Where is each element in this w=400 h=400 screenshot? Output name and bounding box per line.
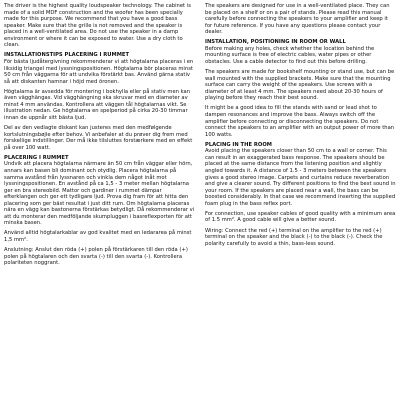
right-text-column: [205, 3, 396, 397]
body-paragraph: Wiring: Connect the red (+) terminal on the amplifier to the red (+) terminal on the speaker and the black (-) to the black (-). Check the polarity carefully to avoid a thin, bass-less sound.: [205, 227, 383, 247]
body-paragraph: The speakers are made for bookshelf mounting or stand use, but can be wall mounted with the supplied brackets. Make sure that the mounting surface can carry the weight of the speakers. Use screws with a diameter of at least 4 mm. The speakers need about 20-30 hours of playing before they reach their best sound.: [205, 69, 395, 102]
body-paragraph: It might be a good idea to fill the stands with sand or lead shot to dampen resonances and improve the bass. Always switch off the amplifier before connecting or disconnecting the speakers. Do not connect the speakers to an amplifier with an output power of more than 100 watts.: [205, 105, 395, 138]
left-text-column: [4, 3, 195, 397]
section-heading: INSTALLATION, POSITIONING IN ROOM OR WALL: [205, 39, 346, 46]
body-paragraph: Högtalarna är avsedda för montering i bokhylla eller på stativ men kan även vägghängas. Vid vägghängning ska skruvar med en diameter av minst 4 mm användas. Kontrollera att väggen tål högtalarnas vikt. Se illustration nedan. Ge högtalarna en spelperiod på cirka 20-30 timmar innan de uppnår sitt bästa ljud.: [4, 88, 191, 121]
body-paragraph: För bästa ljudåtergivning rekommenderar vi att högtalarna placeras i en liksidig triangel med lyssningspositionen. Högtalarna bör placeras minst 50 cm från väggarna för att undvika förstärkt bas. Använd gärna stativ så att diskanten hamnar i höjd med öronen.: [4, 58, 194, 85]
body-paragraph: The driver is the highest quality loudspeaker technology. The cabinet is made of a solid MDF construction and the woofer has been specially made for this purpose. We recommend that you have a good bass speaker. Make sure that the grille is not removed and the speaker is placed in a well-ventilated area. Do not use the speaker in a damp environment or where it can be exposed to water. Use a dry cloth to clean.: [4, 3, 191, 49]
body-paragraph: Del av den vedlagte diskant kan justeres med den medfølgende kortslutningsbøjle efter behov. Vi anbefaler at du prøver dig frem med forskellige indstillinger. Der må ikke tilsluttes forstærkere med en effekt på over 100 watt.: [4, 125, 193, 151]
section-heading: PLACING IN THE ROOM: [205, 141, 272, 148]
section-heading: INSTALLATIONSTIPS PLACERING I RUMMET: [4, 52, 130, 59]
body-paragraph: For connection, use speaker cables of good quality with a minimum area of 1.5 mm². A good cable will give a better sound.: [205, 210, 396, 224]
body-paragraph: Anslutning: Anslut den röda (+) polen på förstärkaren till den röda (+) polen på högtalaren och den svarta (-) till den svarta (-). Kontrollera polariteten noggrant.: [4, 247, 188, 267]
section-heading: PLACERING I RUMMET: [4, 154, 69, 161]
body-paragraph: Använd alltid högtalarkablar av god kvalitet med en ledararea på minst 1,5 mm².: [4, 230, 192, 244]
body-paragraph: Before making any holes, check whether the location behind the mounting surface is free of electric cables, water pipes or other obstacles. Use a cable detector to find out this before drilling.: [205, 45, 375, 65]
body-paragraph: Avoid placing the speakers closer than 50 cm to a wall or corner. This can result in an exaggerated bass response. The speakers should be placed at the same distance from the listening position and slightly angled towards it. A distance of 1.5 - 3 meters between the speakers gives a good stereo image. Carpets and curtains reduce reverberation and give a clearer sound. Try different positions to find the best sound in your room. If the speakers are placed near a wall, the bass can be boosted considerably. In that case we recommend inserting the supplied foam plug in the bass reflex port.: [205, 148, 396, 207]
body-paragraph: Undvik att placera högtalarna närmare än 50 cm från väggar eller hörn, annars kan basen bli dominant och otydlig. Placera högtalarna på samma avstånd från lyssnaren och vinkla dem något inåt mot lyssningspositionen. En avstånd på ca 1,5 - 3 meter mellan högtalarna ger en bra stereobild. Mattor och gardiner i rummet dämpar efterklangen och ger ett tydligare ljud. Prova dig fram för att hitta den placering som ger bäst resultat i just ditt rum. Om högtalarna placeras nära en vägg kan bastonerna förstärkas betydligt. Då rekommenderar vi att du monterar den medföljande skumpluggen i basreflexporten för att minska basen.: [4, 161, 195, 227]
body-paragraph: The speakers are designed for use in a well-ventilated place. They can be placed on a shelf or on a pair of stands. Please read this manual carefully before connecting the speakers to your amplifier and keep it for future reference. If you have any questions please contact your dealer.: [205, 3, 390, 36]
manual-page: [4, 3, 396, 397]
